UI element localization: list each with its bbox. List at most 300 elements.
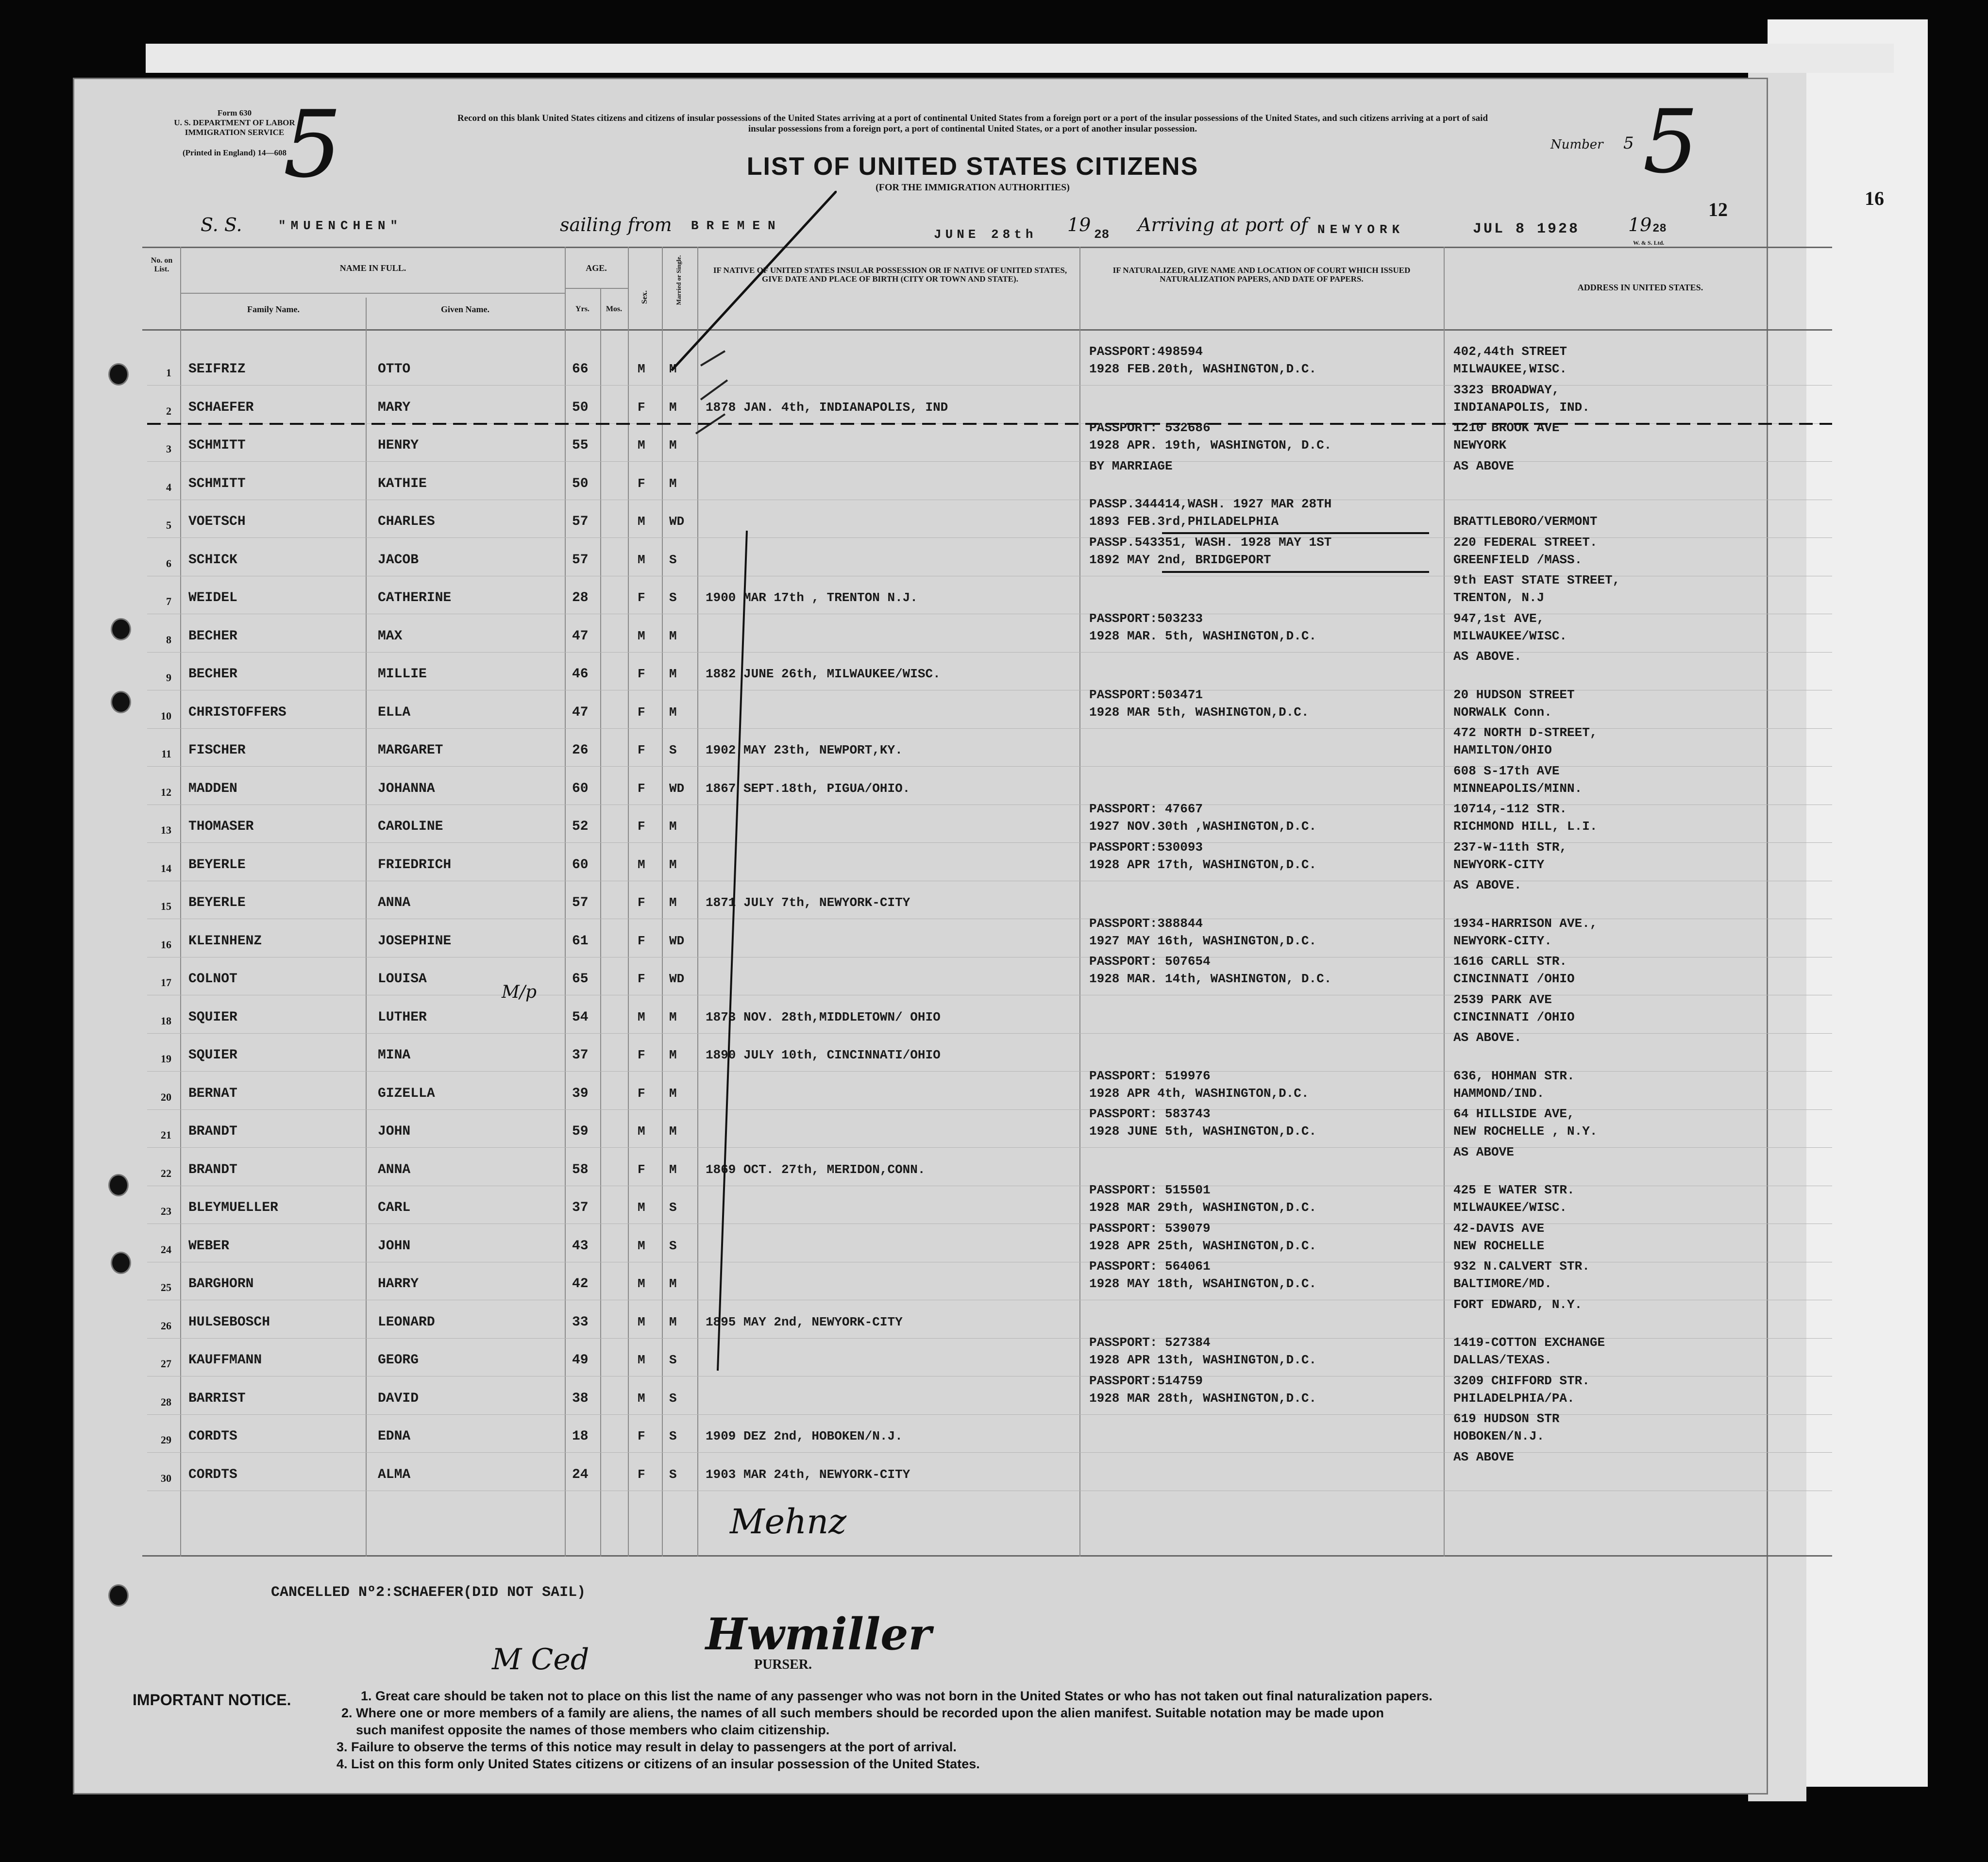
age-years: 58: [572, 1162, 589, 1177]
page-number-12: 12: [1708, 199, 1728, 220]
sex: F: [638, 743, 645, 757]
sex: F: [638, 590, 645, 605]
col-header-yrs: Yrs.: [575, 305, 590, 313]
birth-info: 1909 DEZ 2nd, HOBOKEN/N.J.: [706, 1429, 903, 1443]
naturalization-1: PASSPORT:514759: [1089, 1374, 1203, 1388]
purser-signature: Hwmiller: [706, 1609, 931, 1660]
given-name: ANNA: [378, 1162, 411, 1177]
naturalization-1: PASSPORT:498594: [1089, 344, 1203, 359]
row-number: 27: [161, 1358, 171, 1370]
naturalization-2: 1928 FEB.20th, WASHINGTON,D.C.: [1089, 362, 1317, 376]
birth-info: 1895 MAY 2nd, NEWYORK-CITY: [706, 1315, 903, 1329]
given-name: MARY: [378, 400, 411, 415]
age-years: 24: [572, 1467, 589, 1482]
col-line-yrs: [600, 288, 601, 1557]
family-name: HULSEBOSCH: [188, 1315, 270, 1330]
paper-edge-top: [146, 44, 1894, 73]
notice-2a: 2. Where one or more members of a family are aliens, the names of all such members should be recorded upon the alien manifest. Suitable notation may be made upon: [341, 1706, 1384, 1720]
marital-status: M: [669, 1010, 677, 1024]
sex: M: [638, 1353, 645, 1367]
naturalization-2: 1928 MAY 18th, WSAHINGTON,D.C.: [1089, 1276, 1317, 1291]
sex: M: [638, 1010, 645, 1024]
address-2: NORWALK Conn.: [1453, 705, 1552, 720]
age-years: 38: [572, 1391, 589, 1406]
table-top-rule: [142, 247, 1832, 248]
col-line-nat: [1444, 247, 1445, 1557]
age-years: 46: [572, 667, 589, 682]
cancelled-note: CANCELLED Nº2:SCHAEFER(DID NOT SAIL): [271, 1584, 586, 1601]
address-1: 1616 CARLL STR.: [1453, 954, 1567, 969]
marital-status: S: [669, 1391, 677, 1406]
page-title: LIST OF UNITED STATES CITIZENS: [746, 152, 1199, 181]
row-number: 8: [166, 634, 171, 646]
sex: F: [638, 1086, 645, 1101]
family-name: CHRISTOFFERS: [188, 705, 286, 720]
age-sub-rule: [566, 288, 628, 289]
marital-status: S: [669, 1200, 677, 1215]
col-header-sex: Sex.: [640, 290, 649, 304]
given-name: CARL: [378, 1200, 411, 1215]
row-number: 21: [161, 1129, 171, 1141]
family-name: BERNAT: [188, 1086, 237, 1101]
naturalization-2: 1928 MAR 5th, WASHINGTON,D.C.: [1089, 705, 1309, 720]
binder-hole: [108, 1174, 129, 1196]
address-1: AS ABOVE: [1453, 459, 1514, 473]
sex: M: [638, 553, 645, 567]
initials: M Ced: [492, 1643, 590, 1677]
family-name: COLNOT: [188, 972, 237, 987]
notice-2b: such manifest opposite the names of those members who claim citizenship.: [356, 1723, 830, 1737]
age-years: 37: [572, 1200, 589, 1215]
address-1: AS ABOVE.: [1453, 649, 1522, 664]
row-number: 1: [166, 367, 171, 379]
row-number: 15: [161, 900, 171, 912]
row-number: 26: [161, 1320, 171, 1332]
address-1: AS ABOVE.: [1453, 1030, 1522, 1045]
naturalization-1: PASSP.344414,WASH. 1927 MAR 28TH: [1089, 497, 1332, 511]
age-years: 57: [572, 895, 589, 910]
sailing-port: BREMEN: [691, 218, 783, 233]
sailing-date: JUNE 28th: [934, 227, 1037, 242]
sex: F: [638, 934, 645, 948]
sex: M: [638, 1315, 645, 1329]
address-1: FORT EDWARD, N.Y.: [1453, 1297, 1583, 1312]
naturalization-1: PASSPORT: 532686: [1089, 420, 1211, 435]
naturalization-1: PASSPORT: 564061: [1089, 1259, 1211, 1274]
row-number: 5: [166, 519, 171, 531]
row-number: 19: [161, 1053, 171, 1065]
col-header-birth: IF NATIVE OF UNITED STATES INSULAR POSSESSION OR IF NATIVE OF UNITED STATES, GIVE DATE AND PLACE OF BIRTH (CITY OR TOWN AND STATE).: [713, 266, 1067, 284]
binder-hole: [111, 691, 131, 713]
name-sub-rule: [181, 293, 565, 294]
row-rule: [147, 766, 1832, 767]
purser-label: PURSER.: [754, 1657, 812, 1672]
address-1: AS ABOVE.: [1453, 878, 1522, 892]
row-number: 6: [166, 557, 171, 570]
given-name: JOSEPHINE: [378, 934, 452, 949]
marital-status: M: [669, 476, 677, 491]
printed-in: (Printed in England) 14—608: [183, 148, 286, 157]
family-name: BARRIST: [188, 1391, 246, 1406]
family-name: BECHER: [188, 629, 237, 644]
row-number: 2: [166, 405, 171, 417]
strike-row-2: [147, 419, 1832, 429]
given-name: OTTO: [378, 362, 411, 377]
binder-hole: [111, 1252, 131, 1274]
sex: F: [638, 819, 645, 834]
given-name: JOHN: [378, 1124, 411, 1139]
address-1: 619 HUDSON STR: [1453, 1411, 1560, 1426]
naturalization-1: PASSPORT:530093: [1089, 840, 1203, 855]
address-2: PHILADELPHIA/PA.: [1453, 1391, 1575, 1406]
birth-info: 1890 JULY 10th, CINCINNATI/OHIO: [706, 1048, 941, 1062]
address-2: HOBOKEN/N.J.: [1453, 1429, 1545, 1443]
naturalization-1: PASSPORT:388844: [1089, 916, 1203, 931]
address-2: NEWYORK-CITY.: [1453, 934, 1552, 948]
sex: F: [638, 895, 645, 910]
col-header-name: NAME IN FULL.: [339, 263, 406, 273]
family-name: BEYERLE: [188, 857, 246, 872]
address-1: 608 S-17th AVE: [1453, 764, 1560, 778]
naturalization-1: PASSPORT:503233: [1089, 611, 1203, 626]
row-number: 24: [161, 1243, 171, 1256]
naturalization-2: 1928 MAR. 14th, WASHINGTON, D.C.: [1089, 972, 1332, 986]
naturalization-2: 1893 FEB.3rd,PHILADELPHIA: [1089, 514, 1279, 529]
given-name: ANNA: [378, 895, 411, 910]
given-name: CHARLES: [378, 514, 435, 529]
naturalization-2: 1928 JUNE 5th, WASHINGTON,D.C.: [1089, 1124, 1317, 1139]
col-header-address: ADDRESS IN UNITED STATES.: [1577, 283, 1703, 292]
naturalization-2: 1928 APR 4th, WASHINGTON,D.C.: [1089, 1086, 1309, 1101]
row-number: 12: [161, 786, 171, 798]
birth-info: 1878 JAN. 4th, INDIANAPOLIS, IND: [706, 400, 948, 415]
row-number: 16: [161, 939, 171, 951]
address-1: AS ABOVE: [1453, 1145, 1514, 1159]
given-name: MINA: [378, 1048, 411, 1063]
sex: F: [638, 1048, 645, 1062]
naturalization-1: BY MARRIAGE: [1089, 459, 1173, 473]
address-2: BALTIMORE/MD.: [1453, 1276, 1552, 1291]
given-name: GIZELLA: [378, 1086, 435, 1101]
naturalization-2: 1928 APR. 19th, WASHINGTON, D.C.: [1089, 438, 1332, 453]
family-name: SCHMITT: [188, 438, 246, 453]
instructions: Record on this blank United States citizens and citizens of insular possessions of the United States arriving at a port of continental United States from a foreign port or a port of the insular possessions of the United States, and such citizens arriving at a port of said insular possessions from a foreign port, a port of continental United States, or a port of another insular possession.: [457, 113, 1488, 134]
sex: M: [638, 1239, 645, 1253]
age-years: 37: [572, 1048, 589, 1063]
birth-info: 1869 OCT. 27th, MERIDON,CONN.: [706, 1162, 926, 1177]
col-header-no: No. on List.: [151, 256, 173, 273]
age-years: 59: [572, 1124, 589, 1139]
sex: F: [638, 781, 645, 796]
family-name: BECHER: [188, 667, 237, 682]
birth-info: 1882 JUNE 26th, MILWAUKEE/WISC.: [706, 667, 941, 681]
address-1: 1210 BROOK AVE: [1453, 420, 1560, 435]
naturalization-2: 1927 MAY 16th, WASHINGTON,D.C.: [1089, 934, 1317, 948]
marital-status: M: [669, 1276, 677, 1291]
sailing-year: 28: [1094, 227, 1110, 242]
naturalization-1: PASSPORT: 539079: [1089, 1221, 1211, 1236]
year-prefix: 19: [1067, 214, 1091, 235]
sex: F: [638, 1162, 645, 1177]
address-1: 932 N.CALVERT STR.: [1453, 1259, 1590, 1274]
sex: M: [638, 1200, 645, 1215]
given-name: ELLA: [378, 705, 411, 720]
strike-nat-6: [1162, 567, 1429, 577]
given-name: FRIEDRICH: [378, 857, 452, 872]
naturalization-2: 1928 APR 25th, WASHINGTON,D.C.: [1089, 1239, 1317, 1253]
naturalization-1: PASSPORT: 507654: [1089, 954, 1211, 969]
marital-status: M: [669, 1124, 677, 1139]
address-2: TRENTON, N.J: [1453, 590, 1545, 605]
marital-status: S: [669, 1353, 677, 1367]
row-rule: [147, 842, 1832, 843]
naturalization-1: PASSPORT: 519976: [1089, 1069, 1211, 1083]
row-rule: [147, 1452, 1832, 1453]
row-rule: [147, 652, 1832, 653]
given-name: MILLIE: [378, 667, 427, 682]
row-number: 17: [161, 976, 171, 989]
ship-name: "MUENCHEN": [278, 218, 403, 233]
address-2: INDIANAPOLIS, IND.: [1453, 400, 1590, 415]
form-number: Form 630: [217, 108, 252, 117]
family-name: KLEINHENZ: [188, 934, 262, 949]
marital-status: M: [669, 1086, 677, 1101]
marital-status: WD: [669, 934, 685, 948]
birth-info: 1867 SEPT.18th, PIGUA/OHIO.: [706, 781, 910, 796]
family-name: WEIDEL: [188, 590, 237, 605]
address-2: MILWAUKEE,WISC.: [1453, 362, 1567, 376]
age-years: 39: [572, 1086, 589, 1101]
sex: F: [638, 667, 645, 681]
row-rule: [147, 461, 1832, 462]
family-name: SCHAEFER: [188, 400, 254, 415]
address-2: NEWYORK-CITY: [1453, 857, 1545, 872]
marital-status: M: [669, 1048, 677, 1062]
page-number-16: 16: [1865, 187, 1884, 209]
row-number: 4: [166, 481, 171, 493]
age-years: 50: [572, 400, 589, 415]
row-number: 22: [161, 1167, 171, 1179]
address-1: 237-W-11th STR,: [1453, 840, 1567, 855]
address-2: DALLAS/TEXAS.: [1453, 1353, 1552, 1367]
family-name: BLEYMUELLER: [188, 1200, 278, 1215]
printer-mark: W. & S. Ltd.: [1633, 239, 1665, 246]
address-2: MINNEAPOLIS/MINN.: [1453, 781, 1583, 796]
sex: M: [638, 629, 645, 643]
marital-status: M: [669, 629, 677, 643]
age-years: 43: [572, 1239, 589, 1254]
family-name: CORDTS: [188, 1467, 237, 1482]
address-1: 2539 PARK AVE: [1453, 992, 1552, 1007]
address-2: NEW ROCHELLE: [1453, 1239, 1545, 1253]
arrival-port: NEWYORK: [1317, 222, 1405, 237]
age-years: 26: [572, 743, 589, 758]
sex: M: [638, 362, 645, 376]
arrival-date: JUL 8 1928: [1473, 221, 1580, 237]
address-1: 402,44th STREET: [1453, 344, 1567, 359]
age-years: 54: [572, 1010, 589, 1025]
address-2: MILWAUKEE/WISC.: [1453, 629, 1567, 643]
col-header-naturalized: IF NATURALIZED, GIVE NAME AND LOCATION OF COURT WHICH ISSUED NATURALIZATION PAPERS, AND DATE OF PAPERS.: [1112, 266, 1411, 284]
address-1: 472 NORTH D-STREET,: [1453, 725, 1598, 740]
arriving-label: Arriving at port of: [1138, 214, 1308, 235]
col-line-birth: [1079, 247, 1080, 1557]
family-name: SCHMITT: [188, 476, 246, 491]
naturalization-2: 1927 NOV.30th ,WASHINGTON,D.C.: [1089, 819, 1317, 834]
birth-info: 1871 JULY 7th, NEWYORK-CITY: [706, 895, 910, 910]
col-header-family: Family Name.: [247, 304, 300, 314]
row-number: 13: [161, 824, 171, 836]
marital-status: WD: [669, 781, 685, 796]
notice-1: 1. Great care should be taken not to place on this list the name of any passenger who was not born in the United States or who has not taken out final naturalization papers.: [361, 1689, 1432, 1703]
address-2: GREENFIELD /MASS.: [1453, 553, 1583, 567]
address-2: NEW ROCHELLE , N.Y.: [1453, 1124, 1598, 1139]
sex: F: [638, 1467, 645, 1482]
address-2: NEWYORK: [1453, 438, 1507, 453]
address-2: HAMILTON/OHIO: [1453, 743, 1552, 757]
birth-info: 1873 NOV. 28th,MIDDLETOWN/ OHIO: [706, 1010, 941, 1024]
address-1: 1419-COTTON EXCHANGE: [1453, 1335, 1605, 1350]
sex: M: [638, 1276, 645, 1291]
notice-label: IMPORTANT NOTICE.: [133, 1691, 291, 1709]
binder-hole: [111, 618, 131, 640]
marital-status: M: [669, 895, 677, 910]
row-number: 11: [161, 748, 171, 760]
row-rule: [147, 1071, 1832, 1072]
col-header-given: Given Name.: [441, 304, 489, 314]
given-name: JOHANNA: [378, 781, 435, 796]
sex: F: [638, 1429, 645, 1443]
sex: M: [638, 857, 645, 872]
address-2: CINCINNATI /OHIO: [1453, 1010, 1575, 1024]
given-name: MAX: [378, 629, 403, 644]
checkmark-marks: [633, 191, 837, 1502]
birth-info: 1902 MAY 23th, NEWPORT,KY.: [706, 743, 903, 757]
address-2: CINCINNATI /OHIO: [1453, 972, 1575, 986]
age-years: 47: [572, 705, 589, 720]
given-name: CATHERINE: [378, 590, 452, 605]
arrival-year-prefix: 19: [1628, 214, 1652, 235]
naturalization-1: PASSPORT:503471: [1089, 688, 1203, 702]
marital-status: S: [669, 590, 677, 605]
strike-nat-5: [1162, 528, 1429, 538]
family-name: MADDEN: [188, 781, 237, 796]
page-subtitle: (FOR THE IMMIGRATION AUTHORITIES): [876, 182, 1070, 193]
family-name: SCHICK: [188, 553, 237, 568]
age-years: 33: [572, 1315, 589, 1330]
given-name: DAVID: [378, 1391, 419, 1406]
signature-mid: Mehnz: [730, 1502, 847, 1542]
given-name: KATHIE: [378, 476, 427, 491]
naturalization-1: PASSPORT: 527384: [1089, 1335, 1211, 1350]
row-number: 14: [161, 862, 171, 874]
row-rule: [147, 385, 1832, 386]
sex: M: [638, 1391, 645, 1406]
family-name: FISCHER: [188, 743, 246, 758]
address-1: 636, HOHMAN STR.: [1453, 1069, 1575, 1083]
birth-info: 1903 MAR 24th, NEWYORK-CITY: [706, 1467, 910, 1482]
col-header-married: Married or Single.: [675, 255, 682, 305]
marital-status: M: [669, 1315, 677, 1329]
notice-4: 4. List on this form only United States citizens or citizens of an insular possession of the United States.: [337, 1757, 980, 1771]
family-name: CORDTS: [188, 1429, 237, 1444]
given-name: HARRY: [378, 1276, 419, 1292]
handwritten-big-number: 5: [1643, 91, 1699, 193]
notice-3: 3. Failure to observe the terms of this notice may result in delay to passengers at the port of arrival.: [337, 1740, 957, 1754]
col-line-given: [565, 247, 566, 1557]
family-name: BEYERLE: [188, 895, 246, 910]
age-years: 60: [572, 857, 589, 872]
row-rule: [147, 1109, 1832, 1110]
address-1: 1934-HARRISON AVE.,: [1453, 916, 1598, 931]
address-2: BRATTLEBORO/VERMONT: [1453, 514, 1598, 529]
address-2: HAMMOND/IND.: [1453, 1086, 1545, 1101]
sex: M: [638, 438, 645, 453]
row-number: 18: [161, 1015, 171, 1027]
naturalization-2: 1928 APR 13th, WASHINGTON,D.C.: [1089, 1353, 1317, 1367]
arrival-year-suffix: 28: [1652, 222, 1667, 235]
binder-hole: [108, 363, 129, 386]
manifest-sheet: [73, 78, 1768, 1795]
family-name: SQUIER: [188, 1010, 237, 1025]
binder-hole: [108, 1584, 129, 1607]
family-name: BRANDT: [188, 1124, 237, 1139]
naturalization-1: PASSP.543351, WASH. 1928 MAY 1ST: [1089, 535, 1332, 550]
handwritten-left-number: 5: [283, 91, 342, 198]
address-1: 220 FEDERAL STREET.: [1453, 535, 1598, 550]
family-name: VOETSCH: [188, 514, 246, 529]
family-name: SQUIER: [188, 1048, 237, 1063]
col-line-no: [180, 247, 181, 1557]
naturalization-1: PASSPORT: 583743: [1089, 1107, 1211, 1121]
birth-info: 1900 MAR 17th , TRENTON N.J.: [706, 590, 918, 605]
row-number: 7: [166, 595, 171, 607]
marital-status: M: [669, 438, 677, 453]
family-name: WEBER: [188, 1239, 230, 1254]
address-1: 947,1st AVE,: [1453, 611, 1545, 626]
col-header-age: AGE.: [586, 263, 607, 273]
marital-status: M: [669, 400, 677, 415]
age-years: 60: [572, 781, 589, 796]
family-name: KAUFFMANN: [188, 1353, 262, 1368]
number-value: 5: [1623, 134, 1634, 153]
row-number: 10: [161, 710, 171, 722]
table-header-rule: [142, 329, 1832, 331]
row-number: 9: [166, 671, 171, 684]
naturalization-2: 1928 MAR. 5th, WASHINGTON,D.C.: [1089, 629, 1317, 643]
family-name: BARGHORN: [188, 1276, 254, 1292]
sex: M: [638, 514, 645, 529]
age-years: 18: [572, 1429, 589, 1444]
marital-status: S: [669, 743, 677, 757]
age-years: 28: [572, 590, 589, 605]
given-name: JOHN: [378, 1239, 411, 1254]
row-number: 28: [161, 1396, 171, 1408]
row-number: 20: [161, 1091, 171, 1103]
address-1: 42-DAVIS AVE: [1453, 1221, 1545, 1236]
given-name: LOUISA: [378, 972, 427, 987]
naturalization-1: PASSPORT: 515501: [1089, 1183, 1211, 1197]
marital-status: M: [669, 1162, 677, 1177]
number-label: Number: [1550, 137, 1603, 152]
age-years: 57: [572, 514, 589, 529]
age-years: 55: [572, 438, 589, 453]
sex: F: [638, 400, 645, 415]
marital-status: WD: [669, 514, 685, 529]
family-name: SEIFRIZ: [188, 362, 246, 377]
given-name: MARGARET: [378, 743, 443, 758]
address-2: MILWAUKEE/WISC.: [1453, 1200, 1567, 1215]
